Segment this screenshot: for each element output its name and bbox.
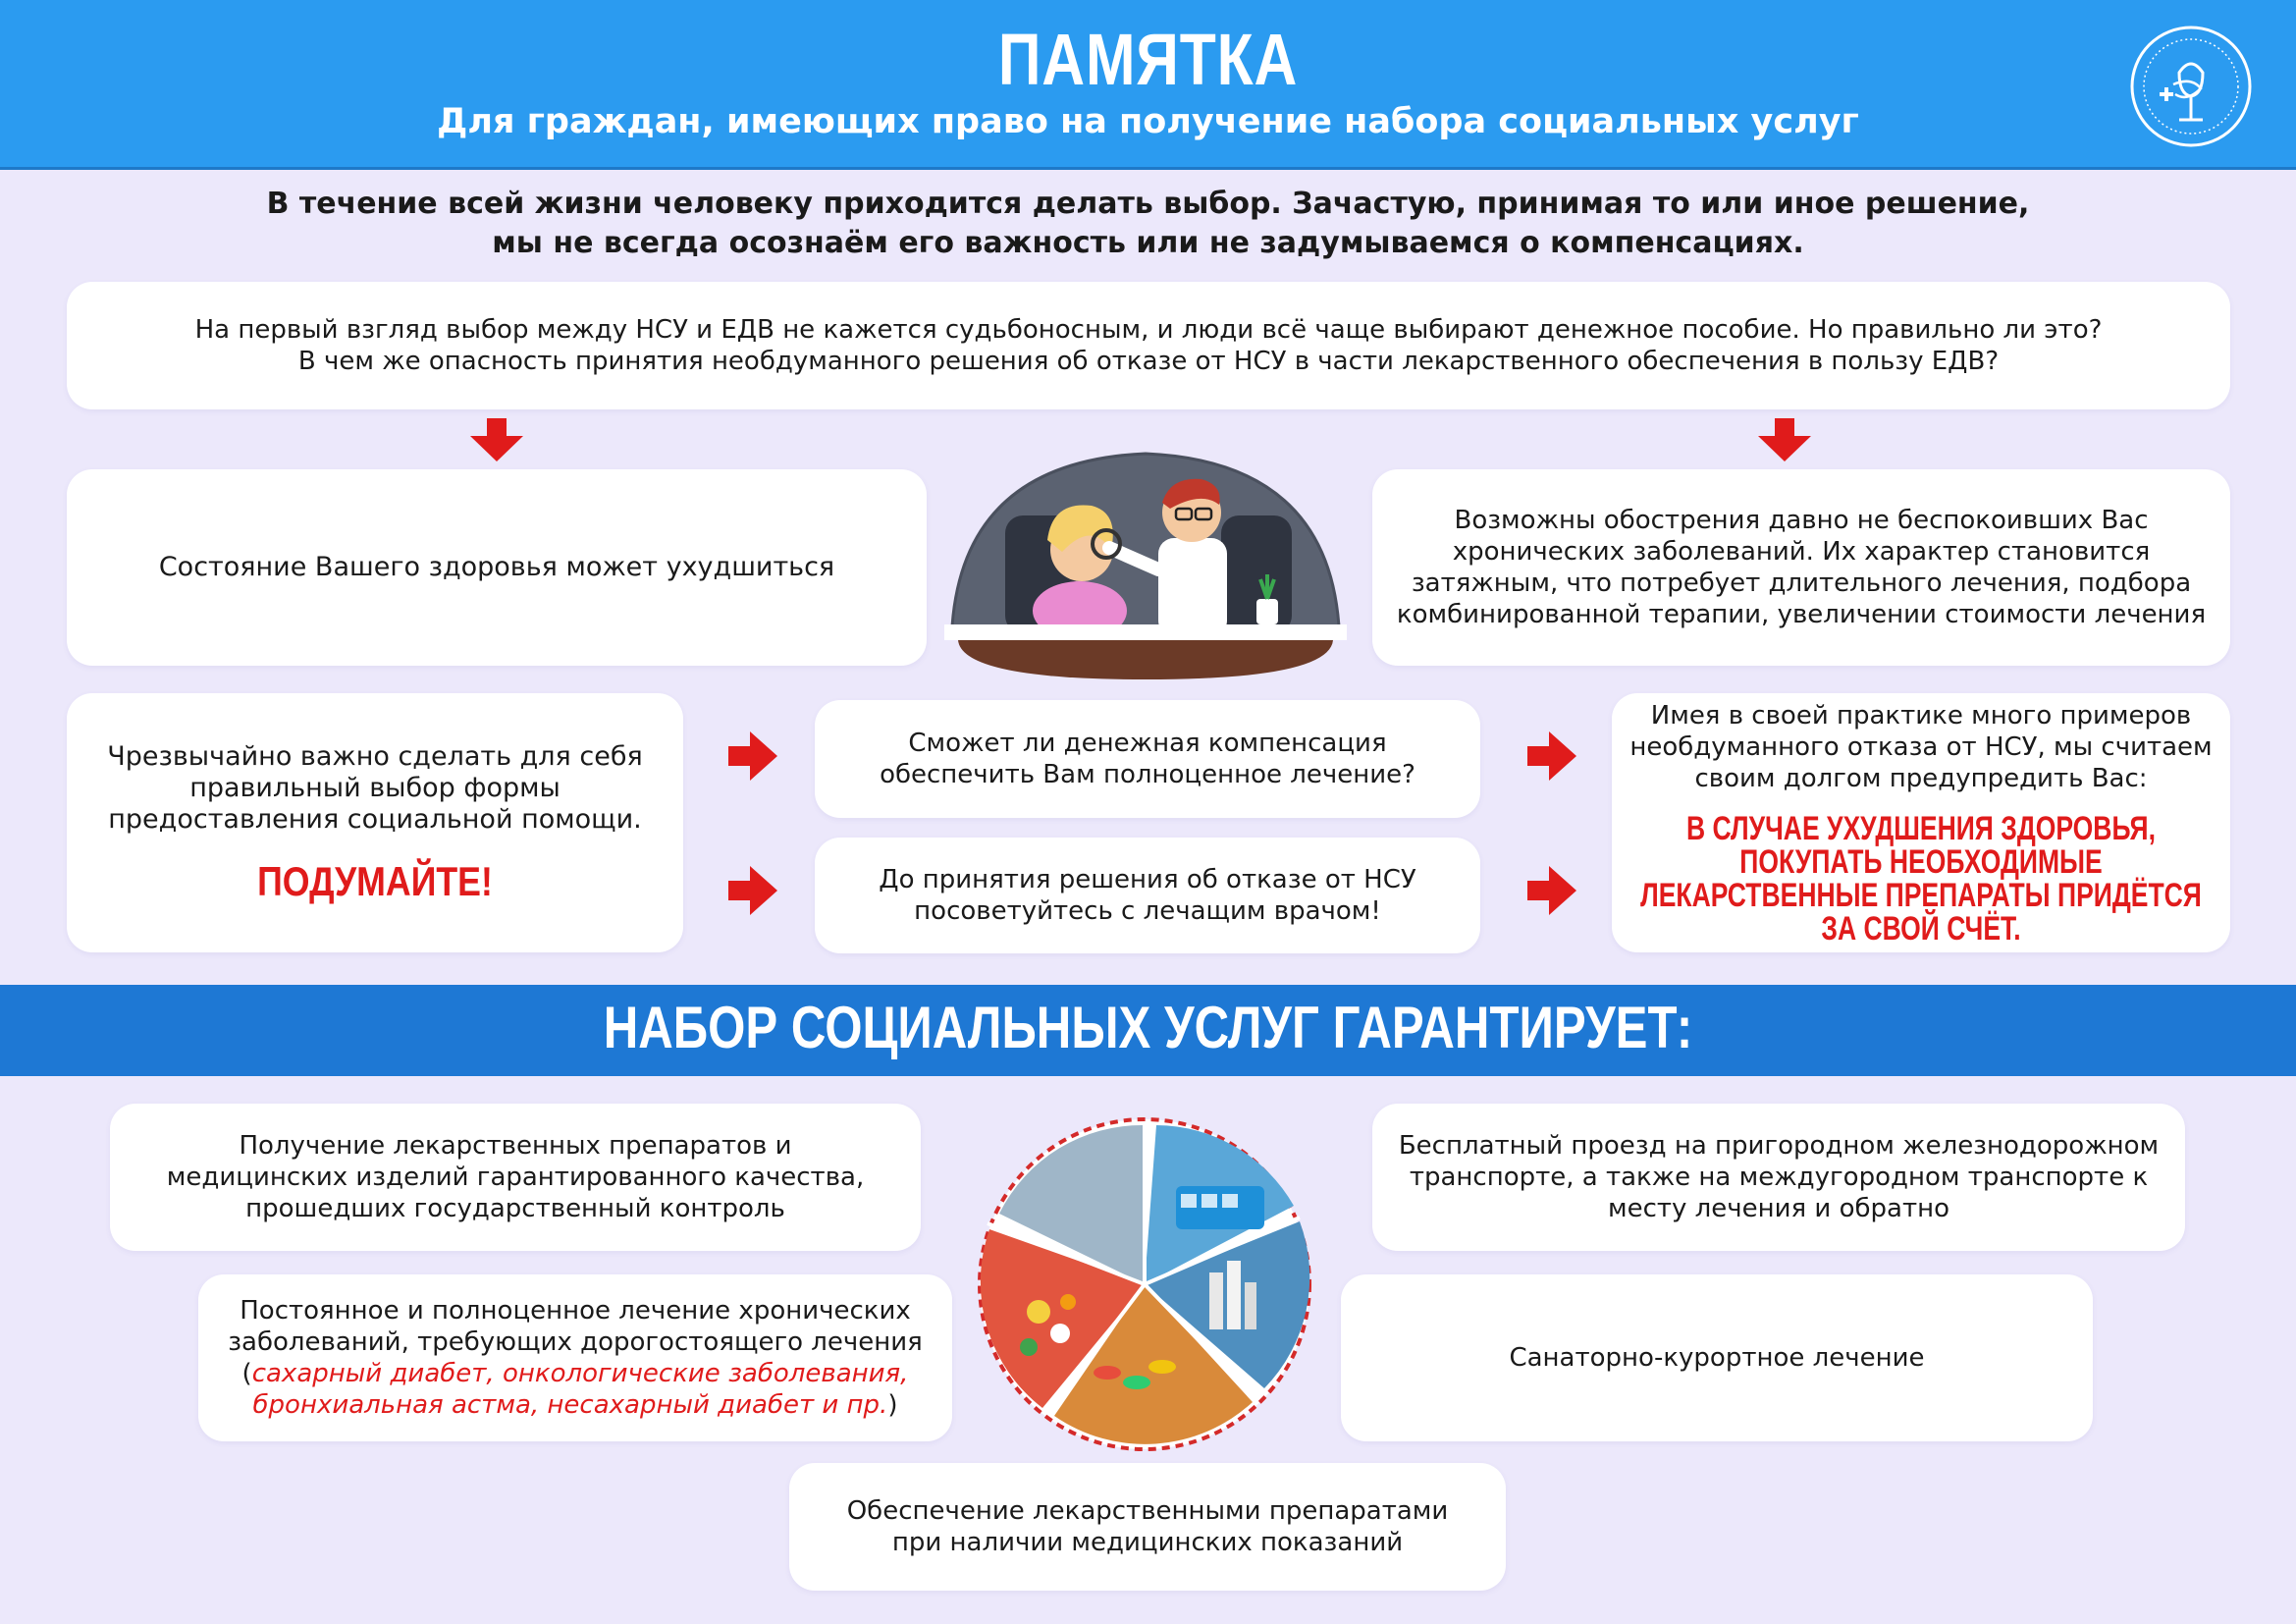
compensation-card bbox=[815, 700, 1480, 818]
provision-text: Обеспечение лекарственными препаратами при наличии медицинских показаний bbox=[846, 1496, 1449, 1557]
page-title: ПАМЯТКА bbox=[997, 19, 1299, 100]
travel-text: Бесплатный проезд на пригородном железнодорожном транспорте, а также на междугородном транспорте к месту лечения и обратно bbox=[1398, 1131, 2160, 1223]
right-arrow-icon bbox=[1527, 866, 1576, 915]
warning-card bbox=[1612, 693, 2230, 952]
chronic-treatment-text: Постоянное и полноценное лечение хронических заболеваний, требующих дорогостоящего лечения bbox=[228, 1296, 923, 1357]
medicines-card bbox=[110, 1104, 921, 1251]
warning-text: Имея в своей практике много примеров необдуманного отказа от НСУ, мы считаем своим долгом предупредить Вас: bbox=[1629, 701, 2213, 793]
chronic-examples: сахарный диабет, онкологические заболевания, бронхиальная астма, несахарный диабет и пр. bbox=[251, 1359, 909, 1420]
intro-text bbox=[0, 185, 2296, 263]
down-arrow-icon bbox=[470, 418, 523, 461]
sanatorium-text: Санаторно-курортное лечение bbox=[1509, 1343, 1925, 1373]
services-collage bbox=[970, 1115, 1319, 1453]
page-subtitle: Для граждан, имеющих право на получение набора социальных услуг bbox=[437, 102, 1859, 141]
health-text: Состояние Вашего здоровья может ухудшиться bbox=[158, 552, 835, 582]
services-band-title: НАБОР СОЦИАЛЬНЫХ УСЛУГ ГАРАНТИРУЕТ: bbox=[603, 995, 1693, 1060]
down-arrow-icon bbox=[1758, 418, 1811, 461]
ministry-logo-icon bbox=[2130, 26, 2252, 147]
question-line-1: На первый взгляд выбор между НСУ и ЕДВ не кажется судьбоносным, и люди всё чаще выбирают денежное пособие. Но правильно ли это? bbox=[194, 315, 2103, 345]
chronic-text: Возможны обострения давно не беспокоивших Вас хронических заболеваний. Их характер становится затяжным, что потребует длительного лечения, подбора комбинированной терапии, увеличении стоимости лечения bbox=[1396, 506, 2207, 629]
question-line-2: В чем же опасность принятия необдуманного решения об отказе от НСУ в части лекарственного обеспечения в пользу ЕДВ? bbox=[297, 347, 2000, 376]
right-arrow-icon bbox=[1527, 731, 1576, 781]
right-arrow-icon bbox=[728, 731, 777, 781]
intro-line-1: В течение всей жизни человеку приходится делать выбор. Зачастую, принимая то или иное решение, bbox=[266, 187, 2030, 221]
right-arrow-icon bbox=[728, 866, 777, 915]
warning-emphasis: В СЛУЧАЕ УХУДШЕНИЯ ЗДОРОВЬЯ, ПОКУПАТЬ НЕОБХОДИМЫЕ ЛЕКАРСТВЕННЫЕ ПРЕПАРАТЫ ПРИДЁТСЯ ЗА СВОЙ СЧЁТ. bbox=[1640, 810, 2202, 947]
chronic-treatment-card bbox=[198, 1274, 952, 1441]
question-card bbox=[67, 282, 2230, 409]
provision-card bbox=[789, 1463, 1506, 1591]
chronic-card bbox=[1372, 469, 2230, 666]
think-emphasis: ПОДУМАЙТЕ! bbox=[257, 858, 493, 904]
health-card bbox=[67, 469, 927, 666]
compensation-text: Сможет ли денежная компенсация обеспечить Вам полноценное лечение? bbox=[880, 729, 1415, 789]
travel-card bbox=[1372, 1104, 2185, 1251]
medicines-text: Получение лекарственных препаратов и медицинских изделий гарантированного качества, прошедших государственный контроль bbox=[166, 1131, 865, 1223]
choice-card bbox=[67, 693, 683, 952]
doctor-illustration bbox=[944, 422, 1347, 682]
open-paren: ( bbox=[241, 1359, 252, 1388]
close-paren: ) bbox=[887, 1390, 898, 1420]
intro-line-2: мы не всегда осознаём его важность или не задумываемся о компенсациях. bbox=[492, 226, 1804, 260]
doctor-advice-text: До принятия решения об отказе от НСУ посоветуйтесь с лечащим врачом! bbox=[879, 865, 1416, 926]
choice-text: Чрезвычайно важно сделать для себя правильный выбор формы предоставления социальной помощи. bbox=[107, 741, 643, 835]
sanatorium-card bbox=[1341, 1274, 2093, 1441]
doctor-advice-card bbox=[815, 838, 1480, 953]
